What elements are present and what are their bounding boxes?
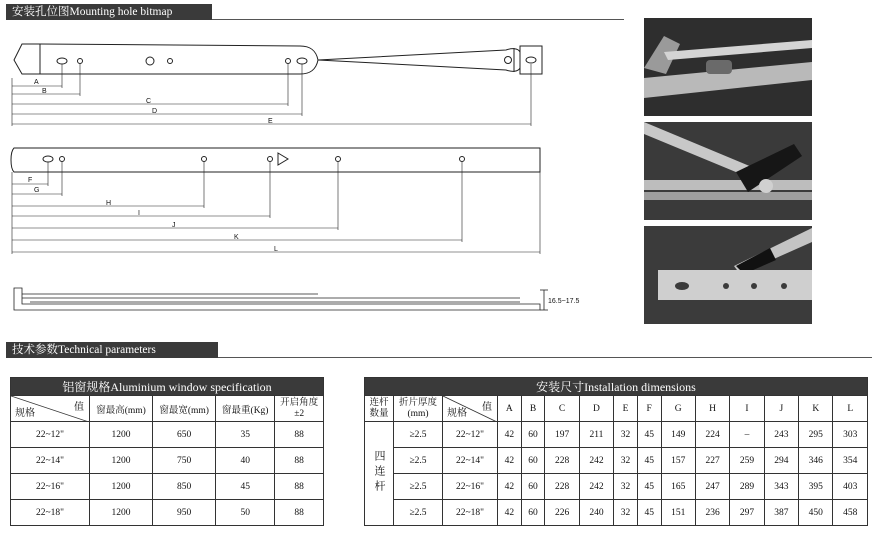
table-cell: 650	[153, 422, 216, 448]
table-cell: 247	[695, 474, 729, 500]
table1-corner-value: 值	[74, 402, 84, 413]
table-cell: 50	[216, 500, 275, 526]
table-cell: 22~14"	[11, 448, 90, 474]
table-cell: 32	[614, 422, 638, 448]
table1-col-header: 窗最重(Kg)	[216, 396, 275, 422]
table-cell: 60	[521, 448, 545, 474]
table-cell: 88	[275, 422, 324, 448]
table-cell: ≥2.5	[394, 474, 443, 500]
installation-dimensions-table	[364, 377, 868, 526]
table-cell: 22~14"	[443, 448, 498, 474]
table-cell: 228	[545, 474, 579, 500]
table2-col-k: K	[799, 396, 833, 422]
table-cell: 40	[216, 448, 275, 474]
table-cell: 88	[275, 448, 324, 474]
dim-label-h: H	[106, 200, 112, 207]
table-cell: ≥2.5	[394, 500, 443, 526]
table1-col-header: 窗最宽(mm)	[153, 396, 216, 422]
table-cell: 750	[153, 448, 216, 474]
table2-corner-spec: 规格	[447, 408, 467, 419]
table-cell: ≥2.5	[394, 422, 443, 448]
section-header-mounting	[6, 4, 212, 20]
table-cell: 45	[637, 500, 661, 526]
table-cell: 403	[833, 474, 868, 500]
dim-label-a: A	[34, 79, 39, 86]
table2-group-cell	[365, 422, 394, 526]
dim-label-g: G	[34, 187, 40, 194]
table-cell: 22~16"	[11, 474, 90, 500]
table-cell: 22~18"	[11, 500, 90, 526]
table-cell: 295	[799, 422, 833, 448]
section-header-technical	[6, 342, 218, 358]
table-cell: 224	[695, 422, 729, 448]
table-cell: 1200	[90, 500, 153, 526]
dim-label-e: E	[268, 118, 273, 125]
table-cell: 157	[661, 448, 695, 474]
table-cell: 60	[521, 422, 545, 448]
table-cell: 22~12"	[443, 422, 498, 448]
table2-col-j: J	[764, 396, 798, 422]
table-cell: 45	[637, 474, 661, 500]
dim-label-f: F	[28, 177, 33, 184]
section-rule-technical	[218, 357, 872, 358]
table-cell: 22~16"	[443, 474, 498, 500]
table-cell: 42	[498, 422, 522, 448]
dim-label-j: J	[172, 222, 176, 229]
table-cell: 45	[216, 474, 275, 500]
aluminium-spec-title: 铝窗规格Aluminium window specification	[11, 378, 324, 396]
table-cell: 60	[521, 474, 545, 500]
table-cell: 88	[275, 474, 324, 500]
table1-corner-cell	[11, 396, 90, 422]
table-row	[365, 474, 868, 500]
table-row	[365, 500, 868, 526]
thickness-label: 16.5~17.5	[548, 298, 580, 305]
table1-col-header: 开启角度 ±2	[275, 396, 324, 422]
table-cell: 32	[614, 448, 638, 474]
table-cell: 242	[579, 448, 613, 474]
table2-link-count-header: 连杆 数量	[365, 396, 394, 422]
table-cell: 151	[661, 500, 695, 526]
section-rule-mounting	[212, 19, 624, 20]
table-cell: 1200	[90, 448, 153, 474]
table1-col-header: 窗最高(mm)	[90, 396, 153, 422]
table-cell: 303	[833, 422, 868, 448]
table-cell: 850	[153, 474, 216, 500]
table-cell: ≥2.5	[394, 448, 443, 474]
dim-label-k: K	[234, 234, 239, 241]
table-cell: 42	[498, 474, 522, 500]
table2-col-g: G	[661, 396, 695, 422]
table2-group-label: 四连杆	[373, 449, 385, 495]
table-cell: 226	[545, 500, 579, 526]
table1-corner-spec: 规格	[15, 408, 35, 419]
table-cell: –	[730, 422, 764, 448]
table2-col-a: A	[498, 396, 522, 422]
table2-col-c: C	[545, 396, 579, 422]
table2-col-f: F	[637, 396, 661, 422]
table2-thickness-header: 折片厚度 (mm)	[394, 396, 443, 422]
table-cell: 458	[833, 500, 868, 526]
table-cell: 1200	[90, 422, 153, 448]
table-cell: 42	[498, 500, 522, 526]
mounting-hole-drawing	[0, 22, 580, 322]
table-cell: 236	[695, 500, 729, 526]
table-cell: 228	[545, 448, 579, 474]
table-cell: 450	[799, 500, 833, 526]
dim-label-c: C	[146, 98, 152, 105]
table-cell: 22~12"	[11, 422, 90, 448]
table-cell: 240	[579, 500, 613, 526]
table-cell: 197	[545, 422, 579, 448]
table-cell: 32	[614, 474, 638, 500]
table2-col-l: L	[833, 396, 868, 422]
table-cell: 950	[153, 500, 216, 526]
aluminium-spec-table	[10, 377, 324, 526]
table-cell: 242	[579, 474, 613, 500]
table-cell: 42	[498, 448, 522, 474]
table-cell: 149	[661, 422, 695, 448]
table-cell: 88	[275, 500, 324, 526]
dim-label-i: I	[138, 210, 140, 217]
table2-col-i: I	[730, 396, 764, 422]
table-cell: 60	[521, 500, 545, 526]
table-cell: 259	[730, 448, 764, 474]
table-cell: 165	[661, 474, 695, 500]
dim-label-d: D	[152, 108, 158, 115]
table-row	[365, 422, 868, 448]
table-cell: 45	[637, 448, 661, 474]
table-cell: 395	[799, 474, 833, 500]
table2-col-e: E	[614, 396, 638, 422]
table-cell: 35	[216, 422, 275, 448]
table-row	[11, 474, 324, 500]
table-cell: 1200	[90, 474, 153, 500]
dim-label-b: B	[42, 88, 47, 95]
product-photo-slots	[644, 226, 812, 324]
dim-label-l: L	[274, 246, 278, 253]
table-cell: 387	[764, 500, 798, 526]
table-cell: 243	[764, 422, 798, 448]
table2-col-h: H	[695, 396, 729, 422]
table-cell: 297	[730, 500, 764, 526]
table-cell: 227	[695, 448, 729, 474]
section-title-mounting: 安装孔位图Mounting hole bitmap	[12, 6, 173, 18]
table2-corner-cell	[443, 396, 498, 422]
table-cell: 211	[579, 422, 613, 448]
product-photo-hinge-end	[644, 18, 812, 116]
table-cell: 343	[764, 474, 798, 500]
section-title-technical: 技术参数Technical parameters	[12, 344, 156, 356]
table-cell: 32	[614, 500, 638, 526]
table-row	[11, 422, 324, 448]
table-cell: 45	[637, 422, 661, 448]
table-cell: 346	[799, 448, 833, 474]
installation-dimensions-title: 安装尺寸Installation dimensions	[365, 378, 868, 396]
table2-corner-value: 值	[482, 402, 492, 413]
table-row	[11, 448, 324, 474]
table2-col-d: D	[579, 396, 613, 422]
table-cell: 22~18"	[443, 500, 498, 526]
product-photo-pivot	[644, 122, 812, 220]
table2-col-b: B	[521, 396, 545, 422]
table-cell: 289	[730, 474, 764, 500]
table-row	[11, 500, 324, 526]
table-cell: 294	[764, 448, 798, 474]
table-cell: 354	[833, 448, 868, 474]
table-row	[365, 448, 868, 474]
